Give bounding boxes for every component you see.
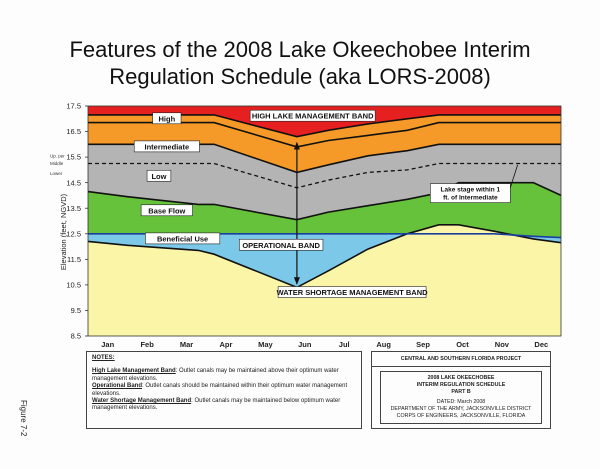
side-label: Up. per — [50, 153, 65, 159]
label-water-shortage-band: WATER SHORTAGE MANAGEMENT BAND — [276, 288, 428, 298]
info-line-2: INTERIM REGULATION SCHEDULE — [416, 382, 506, 388]
title-line-1: Features of the 2008 Lake Okeechobee Interim — [69, 37, 531, 62]
note-operational: Operational Band: Outlet canals should be maintained within their optimum water management elevations. — [92, 383, 348, 397]
info-corps: CORPS OF ENGINEERS, JACKSONVILLE, FLORIDA — [396, 413, 526, 419]
y-tick-label: 14.5 — [66, 178, 81, 188]
schedule-box — [380, 371, 542, 424]
label-intermediate: Intermediate — [144, 142, 190, 152]
label-operational-band: OPERATIONAL BAND — [242, 240, 320, 250]
notes-box — [86, 351, 362, 429]
project-name: CENTRAL AND SOUTHERN FLORIDA PROJECT — [372, 352, 550, 367]
x-tick-label: Dec — [534, 340, 549, 349]
x-tick-label: Sep — [416, 340, 430, 349]
info-dated: DATED: March 2008 — [436, 399, 486, 405]
label-beneficial-use: Beneficial Use — [156, 234, 209, 244]
info-line-1: 2008 LAKE OKEECHOBEE — [427, 375, 495, 381]
x-tick-label: May — [258, 340, 273, 349]
x-tick-label: Nov — [494, 340, 509, 349]
notes-heading: NOTES: — [92, 355, 115, 361]
label-high: High — [158, 114, 176, 124]
note-high-lake: High Lake Management Band: Outlet canals may be maintained above their optimum water management elevations. — [92, 368, 339, 382]
note-water-shortage: Water Shortage Management Band: Outlet canals may be maintained below optimum water management elevations. — [92, 398, 341, 412]
y-tick-label: 13.5 — [66, 203, 81, 213]
x-tick-label: Jan — [101, 340, 115, 349]
y-tick-label: 9.5 — [70, 306, 81, 316]
x-tick-label: Mar — [179, 340, 194, 349]
x-tick-label: Jun — [298, 340, 312, 349]
y-tick-label: 10.5 — [66, 280, 81, 290]
info-line-3: PART B — [451, 389, 471, 395]
info-dept: DEPARTMENT OF THE ARMY, JACKSONVILLE DISTRICT — [390, 406, 532, 412]
y-tick-label: 16.5 — [66, 127, 81, 137]
title-line-2: Regulation Schedule (aka LORS-2008) — [109, 64, 491, 89]
x-tick-label: Aug — [376, 340, 391, 349]
figure-label: Figure 7-2 — [19, 400, 28, 437]
y-axis-label: Elevation (feet, NGVD) — [59, 193, 68, 271]
x-tick-label: Jul — [338, 340, 350, 349]
label-base-flow: Base Flow — [148, 206, 186, 216]
label-lake-stage-line-2: ft. of Intermediate — [443, 194, 498, 202]
side-label: Lower — [50, 171, 63, 177]
x-tick-label: Oct — [456, 340, 469, 349]
y-tick-label: 15.5 — [66, 152, 81, 162]
x-tick-label: Feb — [140, 340, 154, 349]
label-low: Low — [151, 171, 167, 181]
y-tick-label: 11.5 — [66, 254, 81, 264]
label-lake-stage-line-1: Lake stage within 1 — [440, 186, 501, 194]
side-label: Middle — [50, 161, 64, 166]
x-tick-label: Apr — [219, 340, 233, 349]
y-tick-label: 17.5 — [66, 101, 81, 111]
y-tick-label: 12.5 — [66, 229, 81, 239]
title-block — [371, 351, 551, 429]
y-tick-label: 8.5 — [70, 331, 81, 341]
label-high-lake-band: HIGH LAKE MANAGEMENT BAND — [251, 111, 374, 121]
